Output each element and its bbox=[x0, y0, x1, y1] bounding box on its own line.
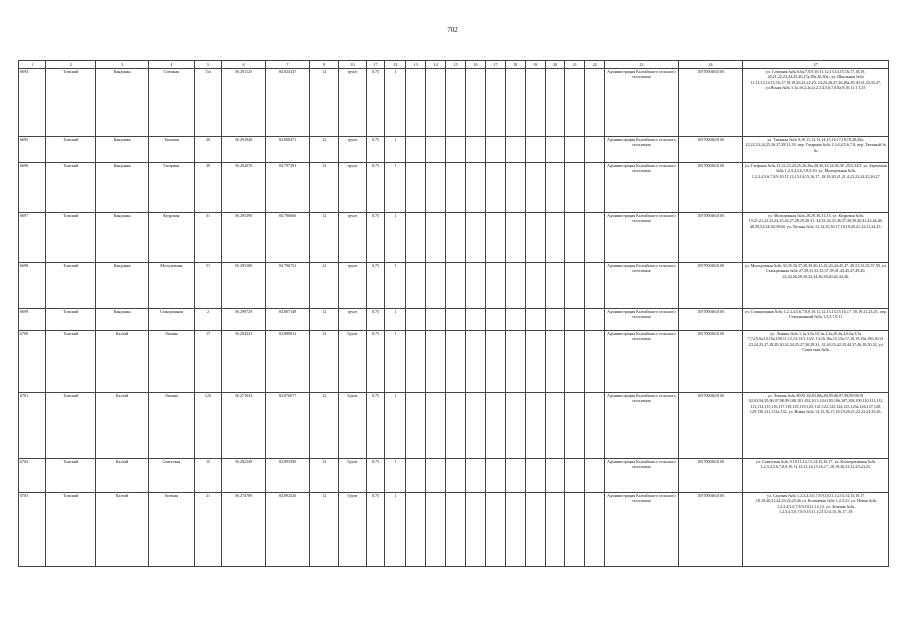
empty-cell bbox=[466, 263, 486, 309]
cell-ogrn: 1057000463100 bbox=[678, 69, 743, 137]
cell-region: Томский bbox=[46, 263, 96, 309]
column-header: 17 bbox=[485, 61, 505, 69]
empty-cell bbox=[406, 331, 426, 393]
empty-cell bbox=[466, 137, 486, 163]
empty-cell bbox=[565, 263, 585, 309]
table-row bbox=[19, 459, 889, 493]
table-row bbox=[19, 393, 889, 459]
cell-house: 51 bbox=[194, 263, 221, 309]
column-header: 27 bbox=[743, 61, 889, 69]
empty-cell bbox=[485, 69, 505, 137]
cell-house: 39 bbox=[194, 163, 221, 213]
cell-lon: 84.880812 bbox=[266, 331, 310, 393]
cell-admin: Администрация Калтайского сельского поселения bbox=[605, 263, 678, 309]
cell-lat: 56.292076 bbox=[222, 163, 266, 213]
cell-area: 0,75 bbox=[366, 393, 385, 459]
cell-area: 0,75 bbox=[366, 69, 385, 137]
cell-region: Томский bbox=[46, 163, 96, 213]
empty-cell bbox=[525, 163, 545, 213]
cell-id: 6703 bbox=[19, 493, 46, 567]
cell-addresses: ул. Садовая №№ 1,2,3,4,5,6,7,8,9,10,11,12,13,14,15,16,17 ,18,19,20,21,22,23,24,25,26 ул. Кольцевая №№ 1,2,3,21, ул. Новая №№ 1,2,3,4,5,6,7,8,9,10,11,12,13, ул. Зеленая №№ 1,2,3,4,5,6,7,8,9,10,11,12,13,14,15,16,17 ,18 bbox=[743, 493, 889, 567]
empty-cell bbox=[466, 213, 486, 263]
empty-cell bbox=[525, 309, 545, 331]
cell-admin: Администрация Калтайского сельского поселения bbox=[605, 493, 678, 567]
cell-settlement: Кандинка bbox=[96, 69, 148, 137]
cell-house: 123 bbox=[194, 393, 221, 459]
empty-cell bbox=[426, 163, 446, 213]
cell-surface: Грунт bbox=[339, 459, 366, 493]
empty-cell bbox=[426, 309, 446, 331]
column-header: 18 bbox=[505, 61, 525, 69]
cell-admin: Администрация Калтайского сельского поселения bbox=[605, 459, 678, 493]
cell-lon: 84.870677 bbox=[266, 393, 310, 459]
cell-c9: 12 bbox=[310, 493, 339, 567]
cell-addresses: ул. Молодежная №№ 28,29,30,31,33, ул. Кедровая №№ 19,21,21,22,23,24,25,26,27,28,29,30,31, 32,33,34,35,36,37,38,39,40,41,42,44,46, 48,50,52,54,56,58,60, ул. Лесная №№ 13,14,15,16,17,18,19,20,21,22,23,24,25, bbox=[743, 213, 889, 263]
empty-cell bbox=[505, 331, 525, 393]
empty-cell bbox=[505, 163, 525, 213]
column-header: 9 bbox=[310, 61, 339, 69]
empty-cell bbox=[545, 331, 565, 393]
cell-street: Станционная bbox=[148, 309, 194, 331]
cell-settlement: Калтай bbox=[96, 493, 148, 567]
cell-admin: Администрация Калтайского сельского поселения bbox=[605, 137, 678, 163]
empty-cell bbox=[565, 459, 585, 493]
empty-cell bbox=[426, 263, 446, 309]
empty-cell bbox=[545, 163, 565, 213]
empty-cell bbox=[406, 309, 426, 331]
empty-cell bbox=[485, 163, 505, 213]
column-header: 17 bbox=[366, 61, 385, 69]
empty-cell bbox=[505, 309, 525, 331]
cell-street: Таежная bbox=[148, 137, 194, 163]
empty-cell bbox=[565, 163, 585, 213]
cell-id: 6700 bbox=[19, 331, 46, 393]
cell-area: 0,75 bbox=[366, 263, 385, 309]
column-header: 5 bbox=[194, 61, 221, 69]
empty-cell bbox=[426, 493, 446, 567]
empty-cell bbox=[466, 493, 486, 567]
column-header: 21 bbox=[565, 61, 585, 69]
cell-lat: 56.293180 bbox=[222, 263, 266, 309]
empty-cell bbox=[505, 493, 525, 567]
cell-addresses: ул. Станционная №№ 1,2,3,4,5,6,7,8,9,10,11,12,13,14,15,16,17 ,18,19,21,23,25, пер. Станционный №№ 1,3,5,7,9,11 bbox=[743, 309, 889, 331]
cell-area: 0,75 bbox=[366, 213, 385, 263]
cell-id: 6694 bbox=[19, 69, 46, 137]
cell-lat: 56.294323 bbox=[222, 331, 266, 393]
column-header: 1 bbox=[19, 61, 46, 69]
cell-house: 26 bbox=[194, 137, 221, 163]
column-header: 20 bbox=[545, 61, 565, 69]
empty-cell bbox=[446, 459, 466, 493]
cell-addresses: ул. Союзная №№ 6,6а,7,8,9,10,11,12,13,14,15,16,17,18,19, 20,21,22,23,24,25,26,27а,28а,26,30а,, ул. Школьная №№ 11,12,13,14,15,16,17,18,19,20,21,22,23, 24,25,26,27,26,28а,29,30,31,33,35,37, ул.Ясная №№ 1,1а,1б,2,2г,2г,2,3,4,5,6,7,8,8а,9,10,11,1 3,15 bbox=[743, 69, 889, 137]
empty-cell bbox=[446, 493, 466, 567]
column-header: 10 bbox=[339, 61, 366, 69]
column-header: 22 bbox=[585, 61, 605, 69]
empty-cell bbox=[565, 331, 585, 393]
registry-table bbox=[18, 60, 889, 567]
cell-c9: 12 bbox=[310, 263, 339, 309]
empty-cell bbox=[545, 69, 565, 137]
cell-area: 0,75 bbox=[366, 493, 385, 567]
empty-cell bbox=[485, 331, 505, 393]
empty-cell bbox=[485, 393, 505, 459]
table-row bbox=[19, 69, 889, 137]
column-header: 12 bbox=[385, 61, 406, 69]
cell-surface: грунт bbox=[339, 69, 366, 137]
cell-c9: 12 bbox=[310, 393, 339, 459]
cell-lon: 84.797291 bbox=[266, 163, 310, 213]
cell-c9: 12 bbox=[310, 331, 339, 393]
cell-ogrn: 1057000463100 bbox=[678, 137, 743, 163]
cell-lat: 56.291125 bbox=[222, 69, 266, 137]
empty-cell bbox=[505, 459, 525, 493]
empty-cell bbox=[466, 309, 486, 331]
cell-ogrn: 1057000463100 bbox=[678, 331, 743, 393]
empty-cell bbox=[485, 459, 505, 493]
cell-id: 6702 bbox=[19, 459, 46, 493]
cell-area: 0,75 bbox=[366, 459, 385, 493]
cell-surface: Грунт bbox=[339, 331, 366, 393]
empty-cell bbox=[525, 263, 545, 309]
cell-admin: Администрация Калтайского сельского поселения bbox=[605, 69, 678, 137]
column-header: 2 bbox=[46, 61, 96, 69]
empty-cell bbox=[466, 163, 486, 213]
column-header: 15 bbox=[446, 61, 466, 69]
empty-cell bbox=[545, 393, 565, 459]
empty-cell bbox=[426, 213, 446, 263]
cell-ogrn: 1057000463100 bbox=[678, 493, 743, 567]
empty-cell bbox=[485, 309, 505, 331]
cell-settlement: Кандинка bbox=[96, 163, 148, 213]
cell-c9: 12 bbox=[310, 137, 339, 163]
empty-cell bbox=[545, 459, 565, 493]
cell-lon: 84.796666 bbox=[266, 213, 310, 263]
empty-cell bbox=[446, 69, 466, 137]
cell-c9: 12 bbox=[310, 309, 339, 331]
empty-cell bbox=[446, 331, 466, 393]
empty-cell bbox=[525, 493, 545, 567]
empty-cell bbox=[585, 263, 605, 309]
empty-cell bbox=[426, 69, 446, 137]
cell-admin: Администрация Калтайского сельского поселения bbox=[605, 309, 678, 331]
empty-cell bbox=[525, 137, 545, 163]
cell-lat: 56.299729 bbox=[222, 309, 266, 331]
cell-c9: 12 bbox=[310, 213, 339, 263]
cell-surface: грунт bbox=[339, 163, 366, 213]
cell-id: 6701 bbox=[19, 393, 46, 459]
cell-lon: 84.824347 bbox=[266, 69, 310, 137]
cell-addresses: ул. Ленина №№ 80,81,82,83,80а,84,85,86,87,88,89,90,91 ,92,93,94,95,96,97,98,99,100,101,102,10 3,104,105,106,107,108,109,110,111,112, 113,114,115,116,117,118,119,119,120, 121,122,123,124,125,125а,126,127,128, 129,130,131,131а,132, ул. Новая №№ 14,15,16,17,18,19,20,21,22,23,24,25,26, bbox=[743, 393, 889, 459]
cell-surface: грунт bbox=[339, 309, 366, 331]
empty-cell bbox=[466, 393, 486, 459]
cell-ogrn: 1057000463100 bbox=[678, 213, 743, 263]
cell-region: Томский bbox=[46, 493, 96, 567]
cell-house: 15 bbox=[194, 459, 221, 493]
cell-lon: 84.807148 bbox=[266, 309, 310, 331]
cell-admin: Администрация Калтайского сельского поселения bbox=[605, 163, 678, 213]
cell-lat: 56.274789 bbox=[222, 493, 266, 567]
cell-street: Гагарина bbox=[148, 163, 194, 213]
cell-addresses: ул. Гагарина №№ 21,22,23,24,25,26,26а,28,30,32,34,36,38 ,25/2,34/2, ул. Березовая №№ 1,2,3,4,5,6,7,8,9,10, ул. Молодежная №№ 1,2,3,4,5,6,7,8,9,10,11,12,13,14,15,16,17 ,18,19,20,21,21,4,23,23,24,25,26,27 bbox=[743, 163, 889, 213]
cell-admin: Администрация Калтайского сельского поселения bbox=[605, 393, 678, 459]
cell-lon: 84.796731 bbox=[266, 263, 310, 309]
cell-region: Томский bbox=[46, 69, 96, 137]
cell-c9: 12 bbox=[310, 459, 339, 493]
empty-cell bbox=[446, 309, 466, 331]
empty-cell bbox=[585, 331, 605, 393]
empty-cell bbox=[565, 309, 585, 331]
empty-cell bbox=[466, 69, 486, 137]
cell-ogrn: 1057000463100 bbox=[678, 459, 743, 493]
column-header: 6 bbox=[222, 61, 266, 69]
table-row bbox=[19, 331, 889, 393]
table-row bbox=[19, 213, 889, 263]
empty-cell bbox=[406, 459, 426, 493]
cell-addresses: ул. Ленина №№ 1,1а,3,5а,1б,1в,2,2а,2б,2в,4,6,6а,5,5а 7,7а,9,9а,10,10а,10б,11,12,13,13/1,13/2, 14,16,16а,15,15а,17,18,19,19а,19б,20,21 ,23,24,25,27,28,29,30,32,34,25,27,30,29,31, 31,40,33,42,35,44,37,46,39,50,52, ул. Советская №№ bbox=[743, 331, 889, 393]
cell-count: 1 bbox=[385, 213, 406, 263]
cell-count: 1 bbox=[385, 309, 406, 331]
cell-surface: грунт bbox=[339, 213, 366, 263]
cell-house: 2 bbox=[194, 309, 221, 331]
cell-c9: 12 bbox=[310, 69, 339, 137]
empty-cell bbox=[565, 213, 585, 263]
empty-cell bbox=[565, 393, 585, 459]
table-row bbox=[19, 263, 889, 309]
cell-id: 6699 bbox=[19, 309, 46, 331]
cell-house: 21 bbox=[194, 493, 221, 567]
empty-cell bbox=[565, 137, 585, 163]
cell-lat: 56.271634 bbox=[222, 393, 266, 459]
cell-surface: грунт bbox=[339, 137, 366, 163]
empty-cell bbox=[565, 69, 585, 137]
column-header: 19 bbox=[525, 61, 545, 69]
cell-lat: 56.295390 bbox=[222, 213, 266, 263]
empty-cell bbox=[545, 493, 565, 567]
cell-street: Советская bbox=[148, 459, 194, 493]
empty-cell bbox=[426, 137, 446, 163]
cell-surface: грунт bbox=[339, 263, 366, 309]
empty-cell bbox=[446, 213, 466, 263]
cell-surface: Грунт bbox=[339, 493, 366, 567]
empty-cell bbox=[485, 263, 505, 309]
cell-id: 6697 bbox=[19, 213, 46, 263]
empty-cell bbox=[446, 263, 466, 309]
cell-region: Томский bbox=[46, 459, 96, 493]
cell-admin: Администрация Калтайского сельского поселения bbox=[605, 331, 678, 393]
cell-addresses: ул. Таежная №№ 9,10,11,12,13,14,15,16,17,18,19,20,20а, 22,22,23,24,25,26,27,29,31,33, пер. Гагарина №№ 1,3,4,4,5,6,7,8, пер. Таежный №№ bbox=[743, 137, 889, 163]
cell-count: 1 bbox=[385, 137, 406, 163]
empty-cell bbox=[585, 309, 605, 331]
page-number: 702 bbox=[447, 26, 458, 34]
cell-count: 1 bbox=[385, 163, 406, 213]
empty-cell bbox=[545, 263, 565, 309]
column-header-row bbox=[19, 61, 889, 69]
cell-region: Томский bbox=[46, 331, 96, 393]
empty-cell bbox=[505, 263, 525, 309]
cell-lon: 84.800471 bbox=[266, 137, 310, 163]
cell-lon: 84.893590 bbox=[266, 459, 310, 493]
empty-cell bbox=[446, 163, 466, 213]
cell-id: 6696 bbox=[19, 163, 46, 213]
cell-count: 1 bbox=[385, 459, 406, 493]
column-header: 13 bbox=[406, 61, 426, 69]
cell-region: Томский bbox=[46, 393, 96, 459]
empty-cell bbox=[585, 213, 605, 263]
cell-addresses: ул. Молодежная №№ 34,35,36,37,38,39,40,41,42,43,44,45,47, 49,51,53,55,57,59, ул. Станционная №№ 27,29,31,33,35,37,39,41,43,45,47,49,20, 22,24,26,28,30,32,34,36,38,40,42,44,46, bbox=[743, 263, 889, 309]
empty-cell bbox=[406, 393, 426, 459]
cell-count: 1 bbox=[385, 263, 406, 309]
cell-street: Кедровая bbox=[148, 213, 194, 263]
empty-cell bbox=[406, 163, 426, 213]
empty-cell bbox=[426, 459, 446, 493]
cell-region: Томский bbox=[46, 137, 96, 163]
empty-cell bbox=[545, 137, 565, 163]
empty-cell bbox=[545, 213, 565, 263]
empty-cell bbox=[406, 69, 426, 137]
empty-cell bbox=[406, 137, 426, 163]
empty-cell bbox=[485, 493, 505, 567]
cell-count: 1 bbox=[385, 69, 406, 137]
cell-street: Молодежная bbox=[148, 263, 194, 309]
empty-cell bbox=[426, 331, 446, 393]
empty-cell bbox=[446, 393, 466, 459]
column-header: 3 bbox=[96, 61, 148, 69]
column-header: 23 bbox=[605, 61, 678, 69]
cell-count: 1 bbox=[385, 493, 406, 567]
table-row bbox=[19, 137, 889, 163]
empty-cell bbox=[565, 493, 585, 567]
table-body bbox=[19, 69, 889, 567]
empty-cell bbox=[406, 263, 426, 309]
table-row bbox=[19, 493, 889, 567]
cell-house: 11а bbox=[194, 69, 221, 137]
cell-area: 0,75 bbox=[366, 331, 385, 393]
cell-ogrn: 1057000463100 bbox=[678, 309, 743, 331]
cell-region: Томский bbox=[46, 213, 96, 263]
cell-region: Томский bbox=[46, 309, 96, 331]
empty-cell bbox=[585, 163, 605, 213]
column-header: 16 bbox=[466, 61, 486, 69]
empty-cell bbox=[406, 493, 426, 567]
empty-cell bbox=[525, 459, 545, 493]
cell-street: Союзная bbox=[148, 69, 194, 137]
empty-cell bbox=[585, 493, 605, 567]
table-row bbox=[19, 309, 889, 331]
cell-ogrn: 1057000463100 bbox=[678, 163, 743, 213]
column-header: 7 bbox=[266, 61, 310, 69]
cell-settlement: Калтай bbox=[96, 393, 148, 459]
cell-lat: 56.282149 bbox=[222, 459, 266, 493]
cell-admin: Администрация Калтайского сельского поселения bbox=[605, 213, 678, 263]
empty-cell bbox=[585, 459, 605, 493]
empty-cell bbox=[525, 393, 545, 459]
empty-cell bbox=[505, 69, 525, 137]
cell-ogrn: 1057000463100 bbox=[678, 393, 743, 459]
column-header: 14 bbox=[426, 61, 446, 69]
empty-cell bbox=[585, 137, 605, 163]
cell-ogrn: 1057000463100 bbox=[678, 263, 743, 309]
cell-area: 0,75 bbox=[366, 309, 385, 331]
empty-cell bbox=[525, 331, 545, 393]
empty-cell bbox=[485, 137, 505, 163]
cell-addresses: ул. Советская №№ 9,10,11,12,13,14,15,16,17, ул. Кооперативная №№ 1,2,3,4,5,6,7,8,9,10,11,12,13,14,15,16,17 ,18,19,20,21,22,23,24,25, bbox=[743, 459, 889, 493]
empty-cell bbox=[525, 69, 545, 137]
cell-area: 0,75 bbox=[366, 137, 385, 163]
cell-c9: 12 bbox=[310, 163, 339, 213]
cell-count: 1 bbox=[385, 331, 406, 393]
empty-cell bbox=[505, 393, 525, 459]
cell-id: 6698 bbox=[19, 263, 46, 309]
cell-street: Зеленая bbox=[148, 493, 194, 567]
cell-house: 31 bbox=[194, 213, 221, 263]
cell-count: 1 bbox=[385, 393, 406, 459]
cell-lat: 56.291940 bbox=[222, 137, 266, 163]
cell-house: 17 bbox=[194, 331, 221, 393]
empty-cell bbox=[505, 213, 525, 263]
empty-cell bbox=[466, 331, 486, 393]
empty-cell bbox=[406, 213, 426, 263]
cell-settlement: Кандинка bbox=[96, 137, 148, 163]
empty-cell bbox=[466, 459, 486, 493]
cell-street: Ленина bbox=[148, 393, 194, 459]
column-header: 24 bbox=[678, 61, 743, 69]
column-header: 4 bbox=[148, 61, 194, 69]
cell-settlement: Кандинка bbox=[96, 309, 148, 331]
empty-cell bbox=[485, 213, 505, 263]
empty-cell bbox=[505, 137, 525, 163]
cell-lon: 84.892526 bbox=[266, 493, 310, 567]
empty-cell bbox=[525, 213, 545, 263]
empty-cell bbox=[585, 393, 605, 459]
cell-settlement: Калтай bbox=[96, 331, 148, 393]
empty-cell bbox=[545, 309, 565, 331]
cell-settlement: Калтай bbox=[96, 459, 148, 493]
cell-surface: Грунт bbox=[339, 393, 366, 459]
cell-settlement: Кандинка bbox=[96, 263, 148, 309]
empty-cell bbox=[446, 137, 466, 163]
empty-cell bbox=[426, 393, 446, 459]
cell-id: 6695 bbox=[19, 137, 46, 163]
cell-street: Ленина bbox=[148, 331, 194, 393]
cell-settlement: Кандинка bbox=[96, 213, 148, 263]
empty-cell bbox=[585, 69, 605, 137]
table-row bbox=[19, 163, 889, 213]
cell-area: 0,75 bbox=[366, 163, 385, 213]
